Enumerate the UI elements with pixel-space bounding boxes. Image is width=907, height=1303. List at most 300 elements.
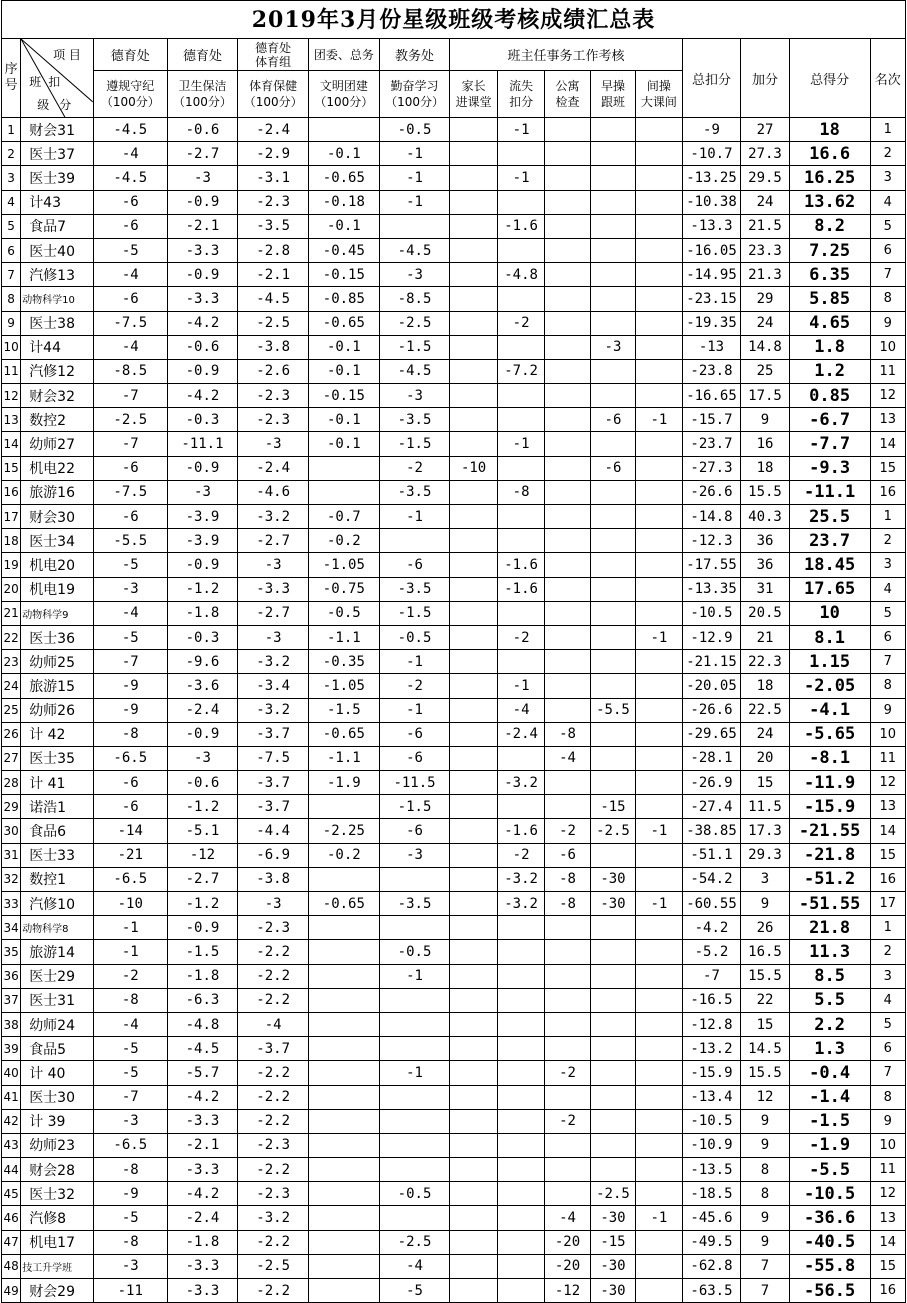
- cell-hygiene: -2.7: [167, 867, 238, 891]
- cell-dorm: [545, 408, 590, 432]
- cell-row-index: 25: [2, 698, 21, 722]
- cell-class-name: 财会31: [21, 118, 94, 142]
- cell-parent: [450, 746, 497, 770]
- cell-dorm: [545, 311, 590, 335]
- cell-discipline: -6: [93, 287, 167, 311]
- cell-total-deduct: -23.7: [682, 432, 741, 456]
- cell-class-name: 食品6: [21, 819, 94, 843]
- cell-row-index: 7: [2, 263, 21, 287]
- cell-civil: [309, 867, 380, 891]
- cell-health: -2.2: [238, 1158, 309, 1182]
- cell-health: -2.4: [238, 456, 309, 480]
- cell-dropout: [497, 505, 544, 529]
- cell-hygiene: -2.1: [167, 214, 238, 238]
- cell-total-score: 8.2: [789, 214, 870, 238]
- cell-rank: 9: [870, 1109, 905, 1133]
- table-row: [2, 771, 906, 795]
- sub-parent-l1: 家长: [461, 79, 486, 93]
- cell-discipline: -6: [93, 505, 167, 529]
- cell-total-score: -6.7: [789, 408, 870, 432]
- cell-hygiene: -0.6: [167, 335, 238, 359]
- table-row: [2, 142, 906, 166]
- cell-health: -2.1: [238, 263, 309, 287]
- cell-total-deduct: -14.95: [682, 263, 741, 287]
- cell-civil: [309, 1279, 380, 1303]
- cell-morning: [590, 118, 635, 142]
- cell-bonus: 7: [741, 1254, 789, 1278]
- cell-dorm: [545, 771, 590, 795]
- cell-dropout: [497, 940, 544, 964]
- cell-health: -2.5: [238, 311, 309, 335]
- cell-study: -1: [379, 650, 450, 674]
- cell-health: -3.2: [238, 698, 309, 722]
- cell-rank: 16: [870, 867, 905, 891]
- cell-break: [636, 1279, 683, 1303]
- cell-civil: [309, 1085, 380, 1109]
- cell-bonus: 18: [741, 456, 789, 480]
- cell-row-index: 28: [2, 771, 21, 795]
- cell-study: -6: [379, 746, 450, 770]
- cell-hygiene: -0.6: [167, 771, 238, 795]
- cell-civil: -0.7: [309, 505, 380, 529]
- cell-discipline: -5: [93, 1061, 167, 1085]
- cell-study: -3.5: [379, 408, 450, 432]
- cell-total-deduct: -13.4: [682, 1085, 741, 1109]
- cell-dorm: [545, 964, 590, 988]
- cell-rank: 14: [870, 1230, 905, 1254]
- cell-rank: 8: [870, 1085, 905, 1109]
- cell-morning: [590, 940, 635, 964]
- cell-total-deduct: -27.4: [682, 795, 741, 819]
- cell-total-deduct: -7: [682, 964, 741, 988]
- table-row: [2, 1158, 906, 1182]
- cell-row-index: 13: [2, 408, 21, 432]
- table-row: [2, 214, 906, 238]
- cell-rank: 7: [870, 263, 905, 287]
- cell-morning: [590, 1085, 635, 1109]
- cell-bonus: 12: [741, 1085, 789, 1109]
- cell-hygiene: -6.3: [167, 988, 238, 1012]
- cell-total-deduct: -13.5: [682, 1158, 741, 1182]
- cell-bonus: 24: [741, 722, 789, 746]
- dept-moral-pe-line1: 德育处: [255, 40, 292, 55]
- cell-total-deduct: -26.6: [682, 698, 741, 722]
- cell-dropout: [497, 916, 544, 940]
- cell-study: -6: [379, 819, 450, 843]
- cell-morning: [590, 746, 635, 770]
- sub-study: [379, 71, 450, 118]
- cell-morning: [590, 1158, 635, 1182]
- cell-total-deduct: -15.7: [682, 408, 741, 432]
- cell-total-score: -21.55: [789, 819, 870, 843]
- cell-break: [636, 263, 683, 287]
- cell-total-deduct: -63.5: [682, 1279, 741, 1303]
- cell-health: -2.3: [238, 190, 309, 214]
- sub-study-l1: 勤奋学习: [390, 79, 439, 93]
- cell-health: -6.9: [238, 843, 309, 867]
- cell-total-deduct: -17.55: [682, 553, 741, 577]
- cell-dropout: [497, 1206, 544, 1230]
- cell-hygiene: -3.3: [167, 287, 238, 311]
- dept-moral-header-1: 德育处: [93, 39, 167, 71]
- cell-civil: -0.5: [309, 601, 380, 625]
- cell-rank: 12: [870, 384, 905, 408]
- cell-hygiene: -3: [167, 746, 238, 770]
- cell-row-index: 12: [2, 384, 21, 408]
- cell-total-score: 21.8: [789, 916, 870, 940]
- cell-total-score: 2.2: [789, 1012, 870, 1036]
- cell-discipline: -8.5: [93, 359, 167, 383]
- cell-break: [636, 190, 683, 214]
- cell-total-deduct: -10.9: [682, 1133, 741, 1157]
- cell-dropout: -2.4: [497, 722, 544, 746]
- table-row: [2, 674, 906, 698]
- cell-rank: 1: [870, 505, 905, 529]
- cell-dropout: -7.2: [497, 359, 544, 383]
- cell-dorm: [545, 238, 590, 262]
- cell-rank: 7: [870, 1061, 905, 1085]
- cell-total-deduct: -10.38: [682, 190, 741, 214]
- cell-bonus: 22.5: [741, 698, 789, 722]
- cell-bonus: 14.5: [741, 1037, 789, 1061]
- cell-hygiene: -0.3: [167, 408, 238, 432]
- cell-dorm: [545, 505, 590, 529]
- cell-total-deduct: -20.05: [682, 674, 741, 698]
- table-row: [2, 916, 906, 940]
- cell-bonus: 25: [741, 359, 789, 383]
- cell-morning: [590, 771, 635, 795]
- cell-rank: 14: [870, 432, 905, 456]
- cell-study: -4.5: [379, 359, 450, 383]
- sub-dorm-l1: 公寓: [555, 79, 580, 93]
- cell-total-deduct: -15.9: [682, 1061, 741, 1085]
- cell-discipline: -4: [93, 1012, 167, 1036]
- cell-dropout: [497, 1230, 544, 1254]
- cell-class-name: 幼师26: [21, 698, 94, 722]
- cell-discipline: -6.5: [93, 1133, 167, 1157]
- cell-study: [379, 916, 450, 940]
- sub-break-l2: 大课间: [640, 95, 677, 109]
- cell-total-deduct: -5.2: [682, 940, 741, 964]
- cell-dorm: [545, 480, 590, 504]
- cell-study: -6: [379, 553, 450, 577]
- cell-dropout: -1: [497, 432, 544, 456]
- cell-morning: [590, 432, 635, 456]
- cell-rank: 6: [870, 625, 905, 649]
- cell-bonus: 22: [741, 988, 789, 1012]
- cell-total-score: 1.15: [789, 650, 870, 674]
- cell-class-name: 诺浩1: [21, 795, 94, 819]
- cell-civil: [309, 1206, 380, 1230]
- cell-civil: [309, 118, 380, 142]
- cell-civil: -1.1: [309, 625, 380, 649]
- cell-class-name: 幼师23: [21, 1133, 94, 1157]
- cell-rank: 12: [870, 1182, 905, 1206]
- cell-hygiene: -3.9: [167, 505, 238, 529]
- cell-hygiene: -2.7: [167, 142, 238, 166]
- cell-bonus: 23.3: [741, 238, 789, 262]
- cell-row-index: 39: [2, 1037, 21, 1061]
- cell-morning: -30: [590, 867, 635, 891]
- cell-row-index: 17: [2, 505, 21, 529]
- cell-bonus: 8: [741, 1158, 789, 1182]
- cell-total-deduct: -13.2: [682, 1037, 741, 1061]
- cell-health: -3: [238, 892, 309, 916]
- cell-total-score: -36.6: [789, 1206, 870, 1230]
- table-row: [2, 432, 906, 456]
- cell-dorm: [545, 1012, 590, 1036]
- cell-total-deduct: -10.5: [682, 601, 741, 625]
- cell-class-name: 财会29: [21, 1279, 94, 1303]
- cell-parent: [450, 1109, 497, 1133]
- cell-civil: [309, 988, 380, 1012]
- table-row: [2, 480, 906, 504]
- cell-civil: -0.1: [309, 432, 380, 456]
- cell-hygiene: -0.6: [167, 118, 238, 142]
- cell-morning: [590, 1037, 635, 1061]
- cell-parent: [450, 1279, 497, 1303]
- cell-class-name: 动物科学9: [21, 601, 94, 625]
- cell-dorm: [545, 1085, 590, 1109]
- cell-civil: -0.65: [309, 166, 380, 190]
- cell-morning: [590, 311, 635, 335]
- cell-break: [636, 916, 683, 940]
- cell-hygiene: -0.9: [167, 722, 238, 746]
- cell-dorm: -12: [545, 1279, 590, 1303]
- cell-discipline: -8: [93, 1230, 167, 1254]
- cell-row-index: 33: [2, 892, 21, 916]
- cell-morning: [590, 553, 635, 577]
- cell-bonus: 15: [741, 1012, 789, 1036]
- cell-total-score: 16.25: [789, 166, 870, 190]
- cell-dorm: -2: [545, 1109, 590, 1133]
- table-row: [2, 384, 906, 408]
- cell-discipline: -4.5: [93, 118, 167, 142]
- cell-health: -3.2: [238, 650, 309, 674]
- cell-total-score: 18: [789, 118, 870, 142]
- sub-dropout-l1: 流失: [509, 79, 534, 93]
- cell-rank: 11: [870, 746, 905, 770]
- cell-parent: [450, 1206, 497, 1230]
- cell-bonus: 15: [741, 771, 789, 795]
- table-body: [2, 118, 906, 1303]
- cell-study: -6: [379, 722, 450, 746]
- cell-health: -3.3: [238, 577, 309, 601]
- cell-total-score: 10: [789, 601, 870, 625]
- cell-total-score: -5.5: [789, 1158, 870, 1182]
- cell-bonus: 27: [741, 118, 789, 142]
- cell-rank: 10: [870, 722, 905, 746]
- cell-row-index: 10: [2, 335, 21, 359]
- cell-row-index: 27: [2, 746, 21, 770]
- cell-dropout: [497, 1133, 544, 1157]
- cell-dropout: [497, 142, 544, 166]
- cell-parent: [450, 311, 497, 335]
- cell-morning: [590, 214, 635, 238]
- table-row: [2, 577, 906, 601]
- cell-health: -2.9: [238, 142, 309, 166]
- cell-health: -3.8: [238, 867, 309, 891]
- cell-hygiene: -3.3: [167, 1279, 238, 1303]
- cell-discipline: -1: [93, 940, 167, 964]
- cell-total-score: -51.2: [789, 867, 870, 891]
- cell-break: [636, 1133, 683, 1157]
- cell-total-deduct: -60.55: [682, 892, 741, 916]
- cell-class-name: 汽修12: [21, 359, 94, 383]
- cell-parent: -10: [450, 456, 497, 480]
- cell-parent: [450, 287, 497, 311]
- cell-hygiene: -12: [167, 843, 238, 867]
- cell-dropout: [497, 238, 544, 262]
- cell-discipline: -4: [93, 335, 167, 359]
- cell-row-index: 29: [2, 795, 21, 819]
- cell-morning: [590, 674, 635, 698]
- cell-total-score: -2.05: [789, 674, 870, 698]
- cell-dorm: -4: [545, 1206, 590, 1230]
- cell-dorm: [545, 359, 590, 383]
- cell-discipline: -7: [93, 650, 167, 674]
- cell-rank: 13: [870, 1206, 905, 1230]
- cell-bonus: 11.5: [741, 795, 789, 819]
- cell-civil: -1.1: [309, 746, 380, 770]
- table-row: [2, 746, 906, 770]
- cell-hygiene: -4.2: [167, 311, 238, 335]
- cell-morning: [590, 650, 635, 674]
- cell-row-index: 22: [2, 625, 21, 649]
- cell-dorm: -6: [545, 843, 590, 867]
- cell-morning: -30: [590, 1279, 635, 1303]
- cell-study: -1: [379, 964, 450, 988]
- cell-civil: -0.65: [309, 892, 380, 916]
- table-header: [2, 39, 906, 118]
- cell-dropout: -1: [497, 118, 544, 142]
- cell-break: [636, 1037, 683, 1061]
- cell-civil: -1.9: [309, 771, 380, 795]
- cell-total-score: 11.3: [789, 940, 870, 964]
- cell-discipline: -8: [93, 722, 167, 746]
- cell-study: -3: [379, 384, 450, 408]
- cell-class-name: 财会28: [21, 1158, 94, 1182]
- cell-study: -8.5: [379, 287, 450, 311]
- cell-dropout: -3.2: [497, 892, 544, 916]
- cell-dropout: [497, 1279, 544, 1303]
- cell-parent: [450, 529, 497, 553]
- cell-rank: 10: [870, 1133, 905, 1157]
- cell-hygiene: -2.4: [167, 1206, 238, 1230]
- cell-break: [636, 505, 683, 529]
- cell-row-index: 32: [2, 867, 21, 891]
- cell-discipline: -7: [93, 432, 167, 456]
- cell-bonus: 8: [741, 1182, 789, 1206]
- cell-study: [379, 529, 450, 553]
- sub-civil: [309, 71, 380, 118]
- cell-total-deduct: -28.1: [682, 746, 741, 770]
- cell-morning: [590, 263, 635, 287]
- cell-total-deduct: -10.7: [682, 142, 741, 166]
- cell-morning: [590, 166, 635, 190]
- cell-hygiene: -3.6: [167, 674, 238, 698]
- cell-class-name: 旅游14: [21, 940, 94, 964]
- cell-total-deduct: -23.15: [682, 287, 741, 311]
- table-row: [2, 988, 906, 1012]
- score-sheet: [1, 0, 906, 1303]
- cell-row-index: 3: [2, 166, 21, 190]
- cell-rank: 7: [870, 650, 905, 674]
- cell-morning: -2.5: [590, 1182, 635, 1206]
- cell-parent: [450, 384, 497, 408]
- cell-hygiene: -3: [167, 166, 238, 190]
- cell-class-name: 医士31: [21, 988, 94, 1012]
- table-row: [2, 553, 906, 577]
- cell-study: [379, 214, 450, 238]
- cell-break: [636, 1254, 683, 1278]
- cell-row-index: 45: [2, 1182, 21, 1206]
- cell-dropout: [497, 1254, 544, 1278]
- cell-row-index: 4: [2, 190, 21, 214]
- cell-row-index: 16: [2, 480, 21, 504]
- cell-parent: [450, 577, 497, 601]
- cell-parent: [450, 625, 497, 649]
- table-row: [2, 601, 906, 625]
- cell-class-name: 计 42: [21, 722, 94, 746]
- cell-dorm: [545, 214, 590, 238]
- cell-bonus: 17.5: [741, 384, 789, 408]
- sub-dorm: [545, 71, 590, 118]
- cell-parent: [450, 505, 497, 529]
- cell-bonus: 29.3: [741, 843, 789, 867]
- cell-bonus: 9: [741, 408, 789, 432]
- cell-parent: [450, 964, 497, 988]
- cell-study: -3.5: [379, 892, 450, 916]
- cell-row-index: 49: [2, 1279, 21, 1303]
- cell-parent: [450, 916, 497, 940]
- cell-rank: 4: [870, 190, 905, 214]
- cell-health: -2.6: [238, 359, 309, 383]
- cell-row-index: 36: [2, 964, 21, 988]
- cell-total-deduct: -13.3: [682, 214, 741, 238]
- sub-hygiene-l1: 卫生保洁: [178, 79, 227, 93]
- cell-bonus: 9: [741, 1230, 789, 1254]
- cell-rank: 16: [870, 1279, 905, 1303]
- cell-bonus: 29: [741, 287, 789, 311]
- cell-discipline: -7.5: [93, 311, 167, 335]
- table-row: [2, 940, 906, 964]
- cell-dropout: -1: [497, 674, 544, 698]
- cell-civil: -0.2: [309, 529, 380, 553]
- cell-rank: 14: [870, 819, 905, 843]
- sub-health: [238, 71, 309, 118]
- cell-dorm: [545, 988, 590, 1012]
- cell-row-index: 37: [2, 988, 21, 1012]
- cell-total-score: 7.25: [789, 238, 870, 262]
- cell-row-index: 11: [2, 359, 21, 383]
- cell-dorm: [545, 118, 590, 142]
- table-row: [2, 1037, 906, 1061]
- cell-row-index: 34: [2, 916, 21, 940]
- cell-parent: [450, 1012, 497, 1036]
- cell-rank: 2: [870, 142, 905, 166]
- cell-civil: [309, 1158, 380, 1182]
- cell-dropout: -8: [497, 480, 544, 504]
- cell-parent: [450, 1061, 497, 1085]
- cell-health: -3.7: [238, 722, 309, 746]
- cell-morning: -6: [590, 456, 635, 480]
- cell-civil: -0.65: [309, 311, 380, 335]
- cell-hygiene: -1.2: [167, 892, 238, 916]
- cell-study: -2.5: [379, 311, 450, 335]
- cell-dorm: [545, 432, 590, 456]
- cell-morning: [590, 601, 635, 625]
